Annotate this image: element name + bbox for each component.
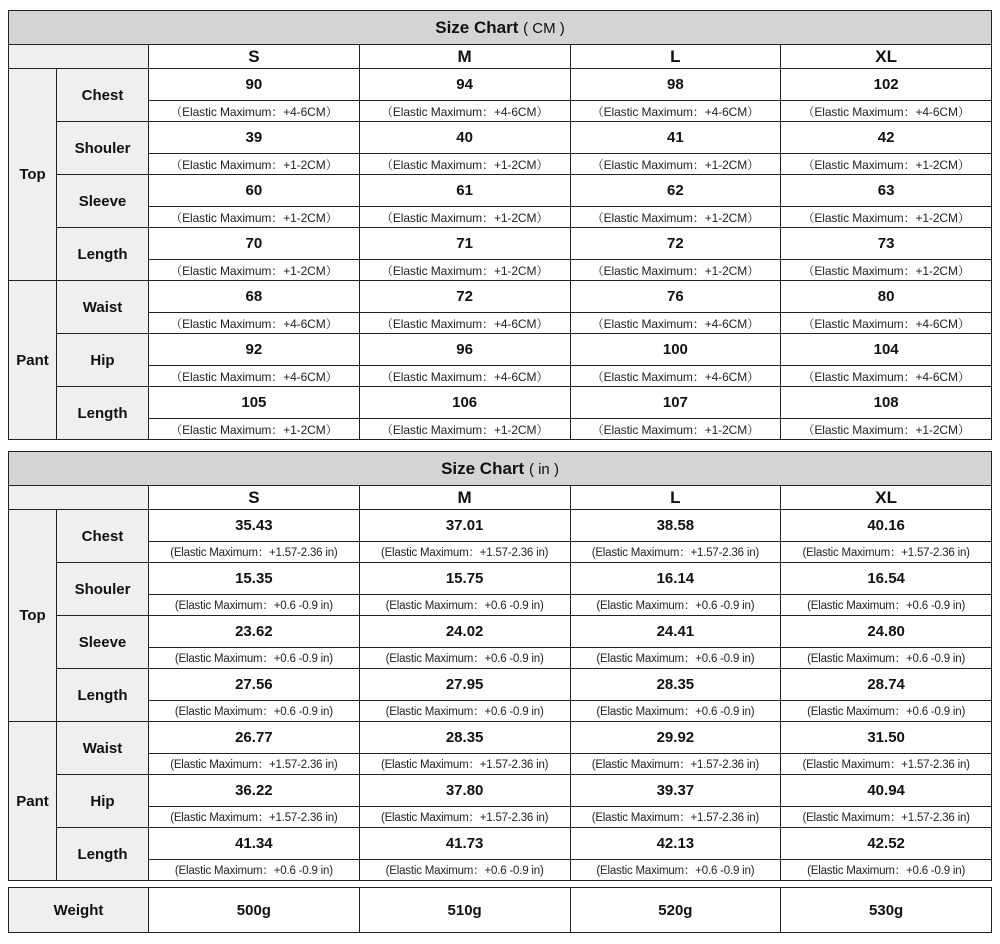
elastic-note-l: （Elastic Maximum：+1-2CM） [570,207,781,228]
size-header-xl: XL [781,486,992,510]
elastic-note-row [9,313,992,334]
size-header-l: L [570,486,781,510]
size-chart-cm-table [8,10,992,440]
header-blank-cell [9,486,149,510]
weight-label: Weight [9,888,149,933]
weight-value-l: 520g [570,888,781,933]
size-header-s: S [149,45,360,69]
elastic-note-m: （Elastic Maximum：+4-6CM） [359,313,570,334]
measure-value-row [9,122,992,154]
elastic-note-row [9,648,992,669]
elastic-note-s: （Elastic Maximum：+1-2CM） [149,154,360,175]
elastic-note-m: (Elastic Maximum：+1.57-2.36 in) [359,807,570,828]
chart-unit: ( in ) [528,460,559,478]
elastic-note-xl: （Elastic Maximum：+4-6CM） [781,101,992,122]
measure-value-row [9,775,992,807]
measure-value-s: 36.22 [149,775,360,807]
header-blank-cell [9,45,149,69]
measure-value-s: 15.35 [149,563,360,595]
elastic-note-l: (Elastic Maximum：+1.57-2.36 in) [570,542,781,563]
measure-value-l: 39.37 [570,775,781,807]
elastic-note-m: （Elastic Maximum：+4-6CM） [359,366,570,387]
measure-label: Chest [57,510,149,563]
elastic-note-xl: (Elastic Maximum：+1.57-2.36 in) [781,807,992,828]
elastic-note-m: (Elastic Maximum：+0.6 -0.9 in) [359,648,570,669]
elastic-note-xl: (Elastic Maximum：+1.57-2.36 in) [781,542,992,563]
measure-value-s: 70 [149,228,360,260]
measure-label: Shouler [57,122,149,175]
elastic-note-row [9,754,992,775]
elastic-note-s: （Elastic Maximum：+4-6CM） [149,366,360,387]
measure-value-l: 24.41 [570,616,781,648]
measure-value-l: 98 [570,69,781,101]
elastic-note-m: (Elastic Maximum：+1.57-2.36 in) [359,754,570,775]
measure-value-l: 29.92 [570,722,781,754]
measure-value-xl: 40.16 [781,510,992,542]
chart-title [9,11,992,45]
elastic-note-row [9,101,992,122]
measure-value-l: 72 [570,228,781,260]
measure-value-m: 37.80 [359,775,570,807]
measure-value-s: 35.43 [149,510,360,542]
measure-label: Waist [57,722,149,775]
measure-value-m: 61 [359,175,570,207]
size-header-m: M [359,486,570,510]
measure-value-s: 39 [149,122,360,154]
title-row [9,452,992,486]
measure-label: Shouler [57,563,149,616]
measure-value-row [9,828,992,860]
elastic-note-row [9,860,992,881]
measure-value-xl: 16.54 [781,563,992,595]
measure-value-m: 71 [359,228,570,260]
elastic-note-xl: （Elastic Maximum：+4-6CM） [781,366,992,387]
measure-value-m: 24.02 [359,616,570,648]
measure-value-xl: 40.94 [781,775,992,807]
elastic-note-l: （Elastic Maximum：+1-2CM） [570,260,781,281]
weight-value-xl: 530g [781,888,992,933]
elastic-note-l: （Elastic Maximum：+1-2CM） [570,419,781,440]
elastic-note-xl: （Elastic Maximum：+1-2CM） [781,419,992,440]
elastic-note-xl: （Elastic Maximum：+1-2CM） [781,154,992,175]
size-header-xl: XL [781,45,992,69]
measure-value-l: 62 [570,175,781,207]
measure-value-m: 106 [359,387,570,419]
measure-value-l: 107 [570,387,781,419]
elastic-note-xl: （Elastic Maximum：+1-2CM） [781,260,992,281]
elastic-note-s: (Elastic Maximum：+0.6 -0.9 in) [149,701,360,722]
elastic-note-xl: （Elastic Maximum：+4-6CM） [781,313,992,334]
measure-value-row [9,722,992,754]
title-row [9,11,992,45]
measure-value-xl: 28.74 [781,669,992,701]
measure-value-l: 42.13 [570,828,781,860]
measure-value-l: 76 [570,281,781,313]
weight-row [9,888,992,933]
measure-value-l: 38.58 [570,510,781,542]
measure-label: Length [57,387,149,440]
measure-value-xl: 104 [781,334,992,366]
elastic-note-xl: （Elastic Maximum：+1-2CM） [781,207,992,228]
measure-value-s: 26.77 [149,722,360,754]
measure-value-m: 94 [359,69,570,101]
group-label-pant: Pant [9,722,57,881]
measure-value-xl: 24.80 [781,616,992,648]
elastic-note-s: (Elastic Maximum：+0.6 -0.9 in) [149,860,360,881]
measure-value-m: 72 [359,281,570,313]
measure-value-s: 60 [149,175,360,207]
elastic-note-m: （Elastic Maximum：+1-2CM） [359,260,570,281]
measure-value-xl: 63 [781,175,992,207]
elastic-note-s: (Elastic Maximum：+1.57-2.36 in) [149,807,360,828]
elastic-note-l: (Elastic Maximum：+1.57-2.36 in) [570,807,781,828]
elastic-note-row [9,807,992,828]
elastic-note-xl: (Elastic Maximum：+0.6 -0.9 in) [781,595,992,616]
elastic-note-s: （Elastic Maximum：+4-6CM） [149,313,360,334]
elastic-note-s: （Elastic Maximum：+4-6CM） [149,101,360,122]
measure-value-xl: 31.50 [781,722,992,754]
size-chart-in-table [8,451,992,881]
elastic-note-s: （Elastic Maximum：+1-2CM） [149,419,360,440]
elastic-note-row [9,419,992,440]
measure-label: Length [57,669,149,722]
elastic-note-xl: (Elastic Maximum：+0.6 -0.9 in) [781,648,992,669]
measure-value-xl: 42.52 [781,828,992,860]
elastic-note-m: (Elastic Maximum：+1.57-2.36 in) [359,542,570,563]
elastic-note-s: (Elastic Maximum：+1.57-2.36 in) [149,754,360,775]
elastic-note-row [9,207,992,228]
elastic-note-row [9,154,992,175]
measure-value-row [9,616,992,648]
measure-value-m: 96 [359,334,570,366]
elastic-note-l: (Elastic Maximum：+0.6 -0.9 in) [570,701,781,722]
elastic-note-m: （Elastic Maximum：+1-2CM） [359,419,570,440]
measure-label: Length [57,228,149,281]
elastic-note-xl: (Elastic Maximum：+1.57-2.36 in) [781,754,992,775]
elastic-note-row [9,595,992,616]
elastic-note-m: (Elastic Maximum：+0.6 -0.9 in) [359,701,570,722]
weight-value-s: 500g [149,888,360,933]
elastic-note-l: (Elastic Maximum：+1.57-2.36 in) [570,754,781,775]
measure-value-m: 41.73 [359,828,570,860]
weight-table [8,887,992,933]
size-header-row [9,486,992,510]
elastic-note-m: （Elastic Maximum：+4-6CM） [359,101,570,122]
elastic-note-l: （Elastic Maximum：+4-6CM） [570,101,781,122]
measure-value-m: 28.35 [359,722,570,754]
chart-title-text: Size Chart [441,458,525,478]
elastic-note-s: （Elastic Maximum：+1-2CM） [149,207,360,228]
measure-value-row [9,387,992,419]
measure-value-l: 28.35 [570,669,781,701]
measure-value-xl: 80 [781,281,992,313]
measure-label: Chest [57,69,149,122]
measure-value-l: 41 [570,122,781,154]
elastic-note-row [9,542,992,563]
elastic-note-m: （Elastic Maximum：+1-2CM） [359,207,570,228]
measure-value-m: 15.75 [359,563,570,595]
elastic-note-m: (Elastic Maximum：+0.6 -0.9 in) [359,860,570,881]
elastic-note-m: （Elastic Maximum：+1-2CM） [359,154,570,175]
measure-label: Hip [57,334,149,387]
size-header-m: M [359,45,570,69]
measure-value-l: 100 [570,334,781,366]
measure-value-l: 16.14 [570,563,781,595]
size-header-row [9,45,992,69]
measure-value-xl: 73 [781,228,992,260]
chart-unit: ( CM ) [523,19,565,37]
elastic-note-l: （Elastic Maximum：+4-6CM） [570,366,781,387]
measure-value-xl: 108 [781,387,992,419]
measure-value-s: 105 [149,387,360,419]
measure-value-row [9,669,992,701]
elastic-note-xl: (Elastic Maximum：+0.6 -0.9 in) [781,860,992,881]
chart-title-text: Size Chart [435,17,519,37]
measure-value-row [9,510,992,542]
group-label-top: Top [9,510,57,722]
measure-value-s: 27.56 [149,669,360,701]
measure-value-s: 90 [149,69,360,101]
elastic-note-xl: (Elastic Maximum：+0.6 -0.9 in) [781,701,992,722]
elastic-note-row [9,366,992,387]
measure-label: Waist [57,281,149,334]
elastic-note-l: （Elastic Maximum：+1-2CM） [570,154,781,175]
group-label-top: Top [9,69,57,281]
elastic-note-row [9,701,992,722]
measure-value-m: 27.95 [359,669,570,701]
elastic-note-row [9,260,992,281]
measure-label: Sleeve [57,616,149,669]
measure-value-m: 37.01 [359,510,570,542]
measure-label: Sleeve [57,175,149,228]
measure-value-s: 41.34 [149,828,360,860]
measure-value-xl: 102 [781,69,992,101]
elastic-note-s: (Elastic Maximum：+0.6 -0.9 in) [149,648,360,669]
elastic-note-l: （Elastic Maximum：+4-6CM） [570,313,781,334]
size-header-l: L [570,45,781,69]
elastic-note-l: (Elastic Maximum：+0.6 -0.9 in) [570,860,781,881]
group-label-pant: Pant [9,281,57,440]
measure-label: Length [57,828,149,881]
measure-value-row [9,69,992,101]
measure-value-s: 23.62 [149,616,360,648]
elastic-note-l: (Elastic Maximum：+0.6 -0.9 in) [570,595,781,616]
measure-value-m: 40 [359,122,570,154]
measure-value-row [9,228,992,260]
measure-value-row [9,281,992,313]
elastic-note-s: (Elastic Maximum：+1.57-2.36 in) [149,542,360,563]
elastic-note-s: (Elastic Maximum：+0.6 -0.9 in) [149,595,360,616]
chart-title [9,452,992,486]
measure-label: Hip [57,775,149,828]
measure-value-row [9,334,992,366]
measure-value-s: 68 [149,281,360,313]
elastic-note-m: (Elastic Maximum：+0.6 -0.9 in) [359,595,570,616]
size-header-s: S [149,486,360,510]
elastic-note-s: （Elastic Maximum：+1-2CM） [149,260,360,281]
elastic-note-l: (Elastic Maximum：+0.6 -0.9 in) [570,648,781,669]
measure-value-row [9,175,992,207]
measure-value-s: 92 [149,334,360,366]
weight-value-m: 510g [359,888,570,933]
measure-value-row [9,563,992,595]
measure-value-xl: 42 [781,122,992,154]
